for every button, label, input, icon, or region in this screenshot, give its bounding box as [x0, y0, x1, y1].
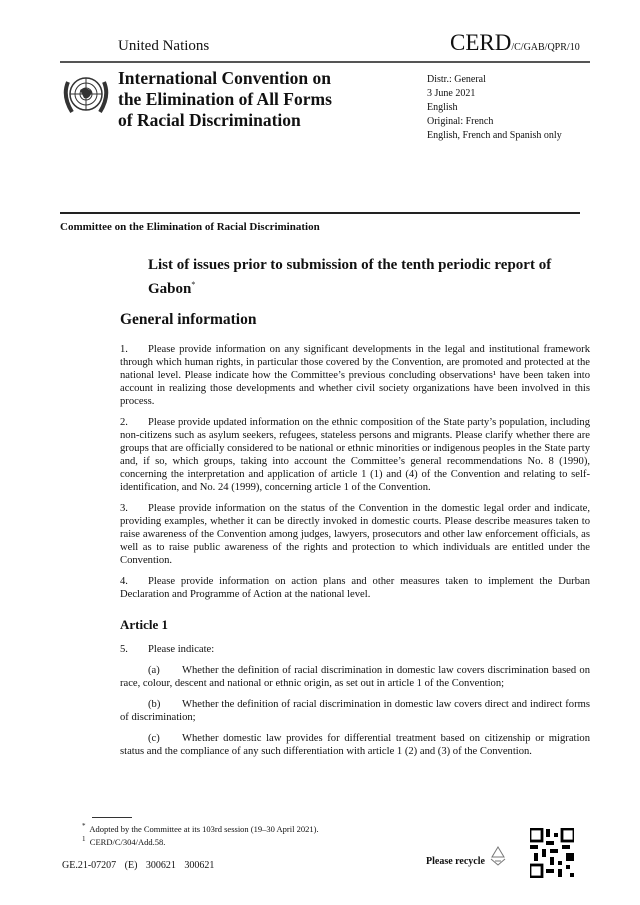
paragraph-number: 2. [120, 417, 128, 428]
footnote-rule [92, 817, 132, 818]
recycle-text: Please recycle [426, 856, 485, 867]
distribution-line: English, French and Spanish only [427, 130, 562, 141]
section-rule [60, 212, 580, 214]
date-line: 3 June 2021 [427, 88, 476, 99]
footnote-mark: 1 [82, 835, 86, 843]
organization-name: United Nations [118, 38, 210, 54]
paragraph [120, 416, 590, 494]
paragraph-number: 3. [120, 503, 128, 514]
distribution-info [427, 73, 562, 143]
paragraph [120, 643, 590, 656]
section-heading: General information [120, 311, 257, 328]
header-rule [60, 61, 590, 63]
job-number: GE.21-07207 (E) 300621 300621 [62, 860, 215, 871]
recycle-icon [487, 845, 509, 867]
title-line: International Convention on [118, 68, 331, 88]
item-letter: (a) [148, 665, 160, 676]
distribution-line: English [427, 102, 458, 113]
footnote [82, 835, 165, 847]
symbol-suffix: /C/GAB/QPR/10 [511, 42, 580, 53]
sub-paragraph [120, 732, 590, 758]
paragraph-number: 1. [120, 344, 128, 355]
distribution-line: Distr.: General [427, 74, 486, 85]
item-text: Whether domestic law provides for differential treatment based on citizenship or migration status and the compliance of any such differentiation with article 1 (2) and (3) of the Convention. [120, 733, 590, 757]
paragraph [120, 343, 590, 408]
title-line: the Elimination of All Forms [118, 89, 332, 109]
footnote [82, 822, 319, 834]
item-letter: (c) [148, 733, 160, 744]
footnote-text: CERD/C/304/Add.58. [89, 836, 166, 847]
document-title-text: List of issues prior to submission of the tenth periodic report of Gabon [148, 257, 552, 297]
paragraph [120, 575, 590, 601]
un-emblem-icon [60, 68, 112, 120]
qr-code-icon [530, 828, 574, 878]
paragraph-text: Please provide updated information on the ethnic composition of the State party’s population, including non-citizens such as asylum seekers, refugees, stateless persons and migrants. Please clarify whether there are groups that are officially considered to be national or ethnic minorities or indigenous peoples in the State party and, if so, which groups, taking into account the Committee’s general recommendations No. 8 (1990), concerning the interpretation and application of article 1 (1) and (4) of the Convention and relating to self-identification, and No. 24 (1999), concerning article 1 of the Convention. [120, 417, 590, 493]
distribution-line: Original: French [427, 116, 494, 127]
footnote-text: Adopted by the Committee at its 103rd session (19–30 April 2021). [89, 823, 319, 834]
item-text: Whether the definition of racial discrimination in domestic law covers discrimination based on race, colour, descent and national or ethnic origin, as set out in article 1 of the Convention; [120, 665, 590, 689]
article-heading: Article 1 [120, 617, 169, 632]
footnote-mark: * [82, 822, 86, 830]
committee-name: Committee on the Elimination of Racial Discrimination [60, 221, 320, 233]
item-text: Whether the definition of racial discrimination in domestic law covers direct and indirect forms of discrimination; [120, 699, 590, 723]
item-letter: (b) [148, 699, 161, 710]
paragraph-number: 4. [120, 576, 128, 587]
paragraph-number: 5. [120, 644, 128, 655]
paragraph-text: Please provide information on any significant developments in the legal and institutional framework through which human rights, in particular those covered by the Convention, are promoted and protected at the national level. Please indicate how the Committee’s previous concluding observations¹ have been taken into account in realizing those developments and whether civil society organizations have been involved in this process. [120, 344, 590, 407]
paragraph-text: Please provide information on action plans and other measures taken to implement the Durban Declaration and Programme of Action at the national level. [120, 576, 590, 600]
symbol-main: CERD [450, 30, 512, 55]
paragraph [120, 502, 590, 567]
sub-paragraph [120, 698, 590, 724]
document-symbol [450, 30, 580, 56]
footnote-mark: * [191, 280, 196, 289]
convention-title [118, 68, 332, 131]
title-line: of Racial Discrimination [118, 110, 301, 130]
document-title [148, 255, 590, 299]
paragraph-text: Please provide information on the status of the Convention in the domestic legal order and indicate, providing examples, whether it can be directly invoked in domestic courts. Please describe measures taken to raise awareness of the Convention among judges, lawyers, prosecutors and other law enforcement officials, as well as to raise public awareness of the rights and protection to which individuals are entitled under the Convention. [120, 503, 590, 566]
sub-paragraph [120, 664, 590, 690]
paragraph-text: Please indicate: [148, 644, 215, 655]
document-body [120, 255, 590, 766]
